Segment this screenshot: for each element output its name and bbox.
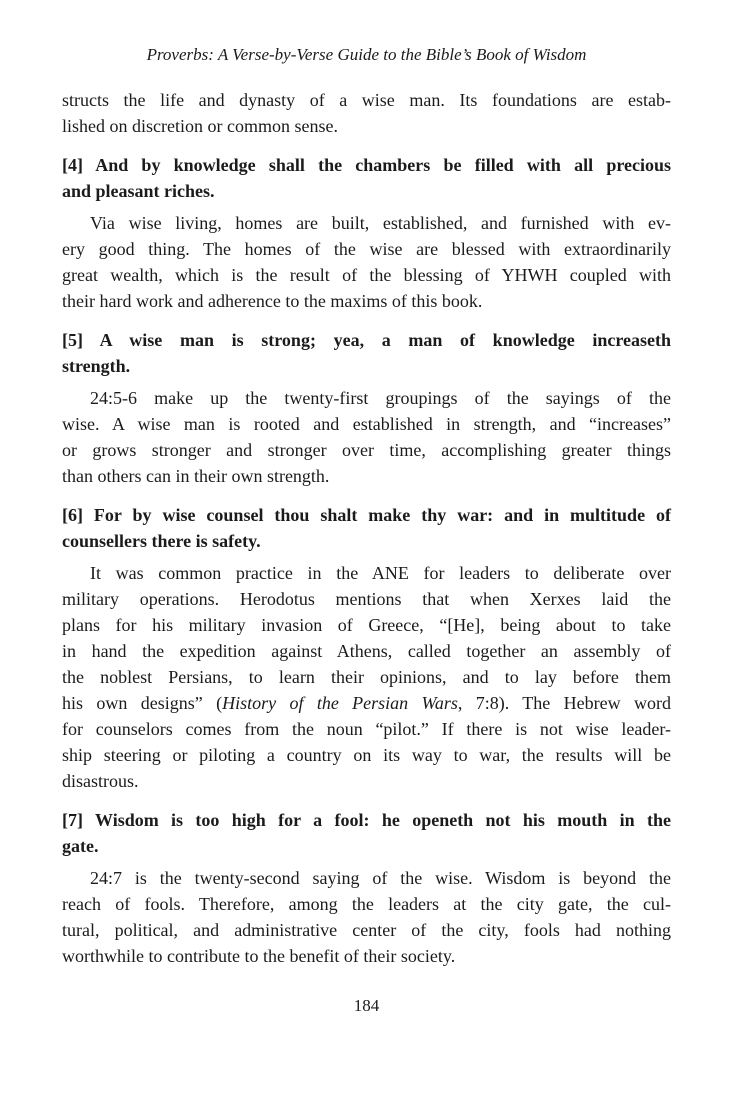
verse-heading-7 [62,807,671,859]
text-line [62,865,671,891]
text-segment: 24:5-6 make up the twenty-first groupings of the sayings of the [90,388,671,408]
verse-heading-4 [62,152,671,204]
text-line [62,690,671,716]
text-segment: [6] For by wise counsel thou shalt make thy war: and in multitude of [62,505,671,525]
text-line [62,664,671,690]
text-segment: plans for his military invasion of Greece, “[He], being about to take [62,615,671,635]
text-line [62,385,671,411]
text-segment: wise. A wise man is rooted and established in strength, and “increases” [62,414,671,434]
text-line [62,152,671,178]
text-segment: 24:7 is the twenty-second saying of the wise. Wisdom is beyond the [90,868,671,888]
text-line [62,437,671,463]
continuation-paragraph [62,87,671,139]
text-line [62,612,671,638]
text-segment: gate. [62,836,99,856]
text-segment: great wealth, which is the result of the blessing of YHWH coupled with [62,265,671,285]
text-line [62,586,671,612]
text-segment: [7] Wisdom is too high for a fool: he openeth not his mouth in the [62,810,671,830]
text-line [62,833,671,859]
text-segment: ery good thing. The homes of the wise are blessed with extraordinarily [62,239,671,259]
text-line [62,262,671,288]
text-line [62,742,671,768]
text-line [62,560,671,586]
text-segment: their hard work and adherence to the maxims of this book. [62,291,483,311]
text-line [62,638,671,664]
text-line [62,236,671,262]
text-segment: [4] And by knowledge shall the chambers be filled with all precious [62,155,671,175]
commentary-paragraph-7 [62,865,671,969]
text-line [62,87,671,113]
commentary-paragraph-4 [62,210,671,314]
text-line [62,768,671,794]
text-segment: his own designs” ( [62,693,223,713]
text-line [62,463,671,489]
text-line [62,327,671,353]
text-line [62,502,671,528]
running-header: Proverbs: A Verse-by-Verse Guide to the Bible’s Book of Wisdom [146,45,587,64]
verse-heading-6 [62,502,671,554]
text-line [62,178,671,204]
text-segment: for counselors comes from the noun “pilot.” If there is not wise leader- [62,719,671,739]
text-segment: and pleasant riches. [62,181,215,201]
text-segment: structs the life and dynasty of a wise man. Its foundations are estab- [62,90,671,110]
text-segment: reach of fools. Therefore, among the leaders at the city gate, the cul- [62,894,671,914]
text-segment: tural, political, and administrative center of the city, fools had nothing [62,920,671,940]
text-segment: than others can in their own strength. [62,466,330,486]
commentary-paragraph-6 [62,560,671,794]
text-segment: Via wise living, homes are built, established, and furnished with ev- [90,213,671,233]
text-line [62,807,671,833]
text-segment: disastrous. [62,771,139,791]
text-line [62,113,671,139]
text-line [62,288,671,314]
page-body [62,87,671,969]
text-segment: military operations. Herodotus mentions that when Xerxes laid the [62,589,671,609]
text-segment: [5] A wise man is strong; yea, a man of knowledge increaseth [62,330,671,350]
text-line [62,943,671,969]
text-segment: counsellers there is safety. [62,531,261,551]
verse-heading-5 [62,327,671,379]
text-line [62,917,671,943]
text-line [62,528,671,554]
book-title-italic: History of the Persian Wars [222,693,458,713]
text-segment: in hand the expedition against Athens, called together an assembly of [62,641,671,661]
text-segment: It was common practice in the ANE for leaders to deliberate over [90,563,671,583]
text-segment: the noblest Persians, to learn their opinions, and to lay before them [62,667,671,687]
text-line [62,353,671,379]
text-line [62,411,671,437]
text-segment: worthwhile to contribute to the benefit of their society. [62,946,456,966]
text-segment: ship steering or piloting a country on its way to war, the results will be [62,745,671,765]
text-line [62,210,671,236]
commentary-paragraph-5 [62,385,671,489]
page-number: 184 [353,996,380,1015]
text-segment: lished on discretion or common sense. [62,116,338,136]
text-segment: , 7:8). The Hebrew word [457,693,671,713]
text-line [62,716,671,742]
text-line [62,891,671,917]
text-segment: or grows stronger and stronger over time, accomplishing greater things [62,440,671,460]
text-segment: strength. [62,356,131,376]
